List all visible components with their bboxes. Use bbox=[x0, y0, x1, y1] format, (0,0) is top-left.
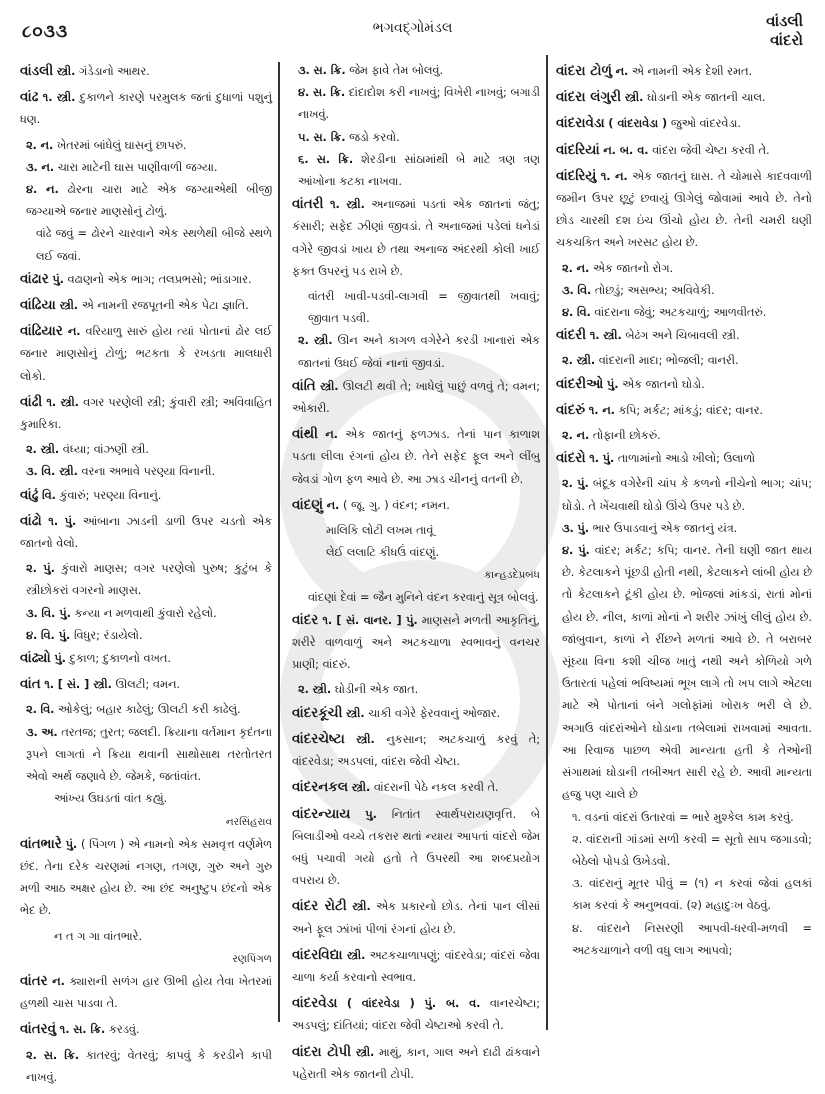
definition-text: જુઓ વાંદરવેડા. bbox=[670, 117, 742, 131]
headword: વાંદર bbox=[292, 611, 319, 628]
headword: વાંતર bbox=[20, 972, 48, 989]
part-of-speech: ( વાંદરાવેડા ) bbox=[608, 117, 668, 131]
sense-number: ૧. bbox=[322, 613, 333, 627]
dictionary-entry bbox=[292, 609, 540, 677]
definition-text: દાંદાદોશ કરી નાખવું; વિખેરી નાખવું; બગાડી નાખવું. bbox=[298, 86, 540, 122]
sense-item bbox=[20, 603, 272, 625]
part-of-speech: સ્ત્રી. bbox=[351, 781, 371, 795]
sense-number: ૬. bbox=[298, 152, 309, 166]
part-of-speech: પુ. bbox=[365, 807, 377, 821]
definition-text: ઘોડીની એક જાત. bbox=[334, 683, 419, 697]
definition-text: એક જાતનો રોગ. bbox=[592, 261, 674, 275]
sense-number: ૧. bbox=[589, 452, 600, 466]
dictionary-entry bbox=[20, 86, 272, 131]
definition-text: જેમ ફાવે તેમ બોલવું. bbox=[349, 64, 444, 77]
sense-number: ૨. bbox=[26, 703, 37, 717]
headword: વાંદરા લંગુરી bbox=[556, 89, 622, 106]
dictionary-entry bbox=[556, 447, 812, 470]
running-title: ભગવદ્ગોમંડલ bbox=[372, 20, 453, 36]
headword: વાંદરકૂંચી bbox=[292, 704, 343, 721]
headword: વાંદર રોટી bbox=[292, 898, 347, 915]
definition-text: ( જૂ. ગુ. ) વંદન; નમન. bbox=[342, 498, 450, 512]
guide-word-first: વાંડલી bbox=[766, 12, 803, 30]
part-of-speech: ન. bbox=[576, 261, 590, 275]
dictionary-entry bbox=[20, 833, 272, 923]
sense-number: ૧. bbox=[600, 169, 611, 183]
dictionary-entry bbox=[292, 1041, 540, 1086]
dictionary-entry bbox=[20, 60, 272, 83]
headword: વાંઢ્યો bbox=[20, 650, 51, 667]
headword: વાંદરું bbox=[556, 401, 586, 418]
dictionary-entry bbox=[20, 970, 272, 1015]
sense-number: ૨. bbox=[562, 477, 573, 491]
definition-text: શેરડીના સાંઠામાંથી બે માટે ત્રણ ત્રણ આંખોના કટકા નાખવા. bbox=[298, 152, 541, 189]
headword: વાંઢ bbox=[20, 89, 39, 106]
sense-number: ૪. bbox=[562, 306, 574, 320]
sense-item bbox=[292, 149, 540, 193]
headword: વાંદરવિદ્યા bbox=[292, 946, 343, 963]
definition-text: ચાકી વગેરે ફેરવવાનું ઓજાર. bbox=[368, 706, 501, 720]
headword: વાંતભારે bbox=[20, 835, 62, 852]
sense-number: ૧. bbox=[588, 403, 599, 417]
definition-text: બંદૂક વગેરેની ચાંપ કે કળનો નીચેનો ભાગ; ચાંપ; ઘોડો. તે ખેંચવાથી ઘોડો ઊંચે ઉપર પડે છે. bbox=[562, 477, 813, 513]
part-of-speech: સ્ત્રી. bbox=[356, 732, 375, 746]
dictionary-entry bbox=[20, 268, 272, 291]
dictionary-entry bbox=[20, 673, 272, 696]
sense-number: ૩. bbox=[298, 64, 310, 77]
dictionary-entry bbox=[20, 1018, 272, 1041]
headword: વાંદરો bbox=[556, 450, 586, 467]
sense-number: ૧. bbox=[46, 395, 57, 409]
definition-text: કુંવારું; પરણ્યા વિનાનું. bbox=[59, 488, 162, 502]
headword: વાંદરન્યાય bbox=[292, 805, 351, 822]
dictionary-entry bbox=[556, 165, 812, 255]
idiom-phrase: ૩. વાંદરાનું મૂતર પીવું = (૧) ન કરવાં જેવાં હલકાં કામ કરવાં કે અનુભવવાં. (૨) મહાદુઃખ વેઠવું. bbox=[572, 877, 812, 913]
idiom-phrase: વાંતરી ખાવી-પડવી-લાગવી = જીવાતથી ખવાવું; જીવાત પડવી. bbox=[308, 290, 540, 326]
definition-text: માથું, કાન, ગાલ અને દાઢી ઢાંકવાને પહેરાતી એક જાતની ટોપી. bbox=[292, 1045, 541, 1081]
part-of-speech: પું. bbox=[65, 837, 78, 851]
definition-text: તોફાની છોકરું. bbox=[592, 429, 661, 443]
sense-number: ૩. bbox=[26, 465, 38, 479]
idiom-phrase: ૧. વડનાં વાંદરાં ઉતારવાં = ભારે મુશ્કેલ કામ કરવું. bbox=[572, 810, 794, 824]
headword: વાંથી bbox=[292, 426, 318, 443]
dictionary-entry bbox=[20, 510, 272, 555]
sense-number: ૧. bbox=[44, 678, 55, 692]
sense-item bbox=[292, 82, 540, 126]
dictionary-entry bbox=[292, 803, 540, 893]
part-of-speech: સ્ત્રી. bbox=[56, 91, 76, 105]
headword: વાંત bbox=[20, 676, 41, 693]
sense-number: ૪. bbox=[26, 183, 38, 197]
sense-number: ૧. bbox=[48, 514, 59, 528]
part-of-speech: સ્ત્રી. bbox=[60, 395, 79, 409]
definition-text: જડો કરવો. bbox=[349, 130, 400, 144]
dictionary-entry bbox=[556, 112, 812, 135]
dictionary-entry bbox=[20, 484, 272, 507]
part-of-speech: સ. ક્રિ. bbox=[313, 130, 346, 144]
definition-text: કાતરવું; વેતરવું; કાપવું કે કરડીને કાપી નાખવું. bbox=[26, 1048, 272, 1084]
part-of-speech: વિ. સ્ત્રી. bbox=[41, 465, 78, 479]
dictionary-entry bbox=[556, 373, 812, 396]
definition-text: ચારા માટેની ઘાસ પાણીવાળી જગ્યા. bbox=[57, 160, 218, 174]
definition-text: વરના અભાવે પરણ્યા વિનાની. bbox=[81, 465, 216, 479]
part-of-speech: પું. bbox=[54, 652, 66, 666]
definition-text: વરિયાળુ સારું હોય ત્યાં પોતાનાં ઢોર લઈ જનાર માણસોનું ટોળું; ભટકતા કે રખડતા માલધારી લોકો. bbox=[20, 325, 272, 383]
dictionary-entry bbox=[556, 399, 812, 422]
part-of-speech: વિ. bbox=[577, 283, 592, 297]
page-header bbox=[0, 0, 825, 58]
part-of-speech: પું. bbox=[602, 452, 615, 466]
definition-text: દુકાળ; દુકાળનો વખત. bbox=[69, 652, 171, 666]
definition-text: કન્યા ન મળવાથી કુંવારો રહેલો. bbox=[74, 606, 217, 620]
headword: વાંદરીઓ bbox=[556, 375, 604, 392]
dictionary-entry bbox=[20, 294, 272, 317]
definition-text: ગંડેડાનો આથર. bbox=[79, 65, 150, 78]
sense-number: ૧. bbox=[42, 91, 53, 105]
verse-line: લેઈ લલાટિ કીધઉં વાંદણું. bbox=[326, 546, 440, 560]
definition-text: વગર પરણેલી સ્ત્રી; કુંવારી સ્ત્રી; અવિવાહિત કુમારિકા. bbox=[20, 395, 273, 432]
part-of-speech: વિ. પું. bbox=[41, 606, 71, 620]
definition-text: વઢાણનો એક ભાગ; તલપ્રભસો; ભાંડાગાર. bbox=[67, 272, 252, 286]
dictionary-entry bbox=[20, 320, 272, 388]
definition-text: વાંદરાની માદા; ભોજલી; વાનરી. bbox=[598, 354, 739, 368]
part-of-speech: [ સં. ] સ્ત્રી. bbox=[57, 678, 112, 692]
idiom-phrase: ૨. વાંદરાની ગાંડમાં સળી કરવી = સૂતો સાપ જગાડવો; બેઠેલો પોપડો ઉખેડવો. bbox=[572, 832, 812, 868]
definition-text: ઢોરના ચારા માટે એક જગ્યાએથી બીજી જગ્યાએ જનાર માણસોનું ટોળું. bbox=[26, 183, 272, 219]
dictionary-entry bbox=[292, 895, 540, 940]
headword: વાંદરિયું bbox=[556, 167, 597, 184]
sense-number: ૫. bbox=[298, 130, 310, 144]
dictionary-entry bbox=[20, 391, 272, 436]
quote-source: કાન્હડદેપ્રબંધ bbox=[484, 569, 540, 582]
dictionary-entry bbox=[556, 139, 812, 162]
sense-number: ૩. bbox=[562, 283, 574, 297]
headword: વાંઢિયા bbox=[20, 297, 56, 314]
citation-quote bbox=[20, 788, 272, 832]
part-of-speech: ન. bbox=[52, 974, 65, 988]
sense-item bbox=[20, 699, 272, 721]
quote-text: આંખ્ય ઉઘડતાં વાંત કહ્યું. bbox=[54, 792, 168, 806]
part-of-speech: ન. bbox=[615, 65, 629, 78]
sense-item bbox=[20, 722, 272, 789]
sense-item bbox=[292, 679, 540, 701]
sense-item bbox=[292, 60, 540, 82]
definition-text: આંબાના ઝાડની ડાળી ઉપર ચડતો એક જાતનો વેલો. bbox=[20, 514, 273, 551]
definition-text: એ નામની રજપૂતની એક પેટા જ્ઞાતિ. bbox=[81, 299, 249, 313]
sense-number: ૩. bbox=[26, 160, 38, 174]
column-divider bbox=[278, 62, 280, 1022]
verse-line: માલિકિ લોટી લખમ તાવૂં bbox=[326, 524, 434, 538]
definition-text: તાળામાંનો આડો ખીલો; ઉલાળો bbox=[617, 452, 756, 466]
sense-item bbox=[292, 330, 540, 374]
sense-item bbox=[556, 518, 812, 540]
dictionary-entry bbox=[292, 728, 540, 773]
idiom-phrase: વાંદણાં દેવાં = જૈન મુનિને વંદન કરવાનું સૂત્ર બોલવું. bbox=[308, 590, 539, 604]
part-of-speech: પું. bbox=[64, 514, 77, 528]
sense-number: ૨. bbox=[26, 138, 37, 152]
definition-text: ભાર ઉપાડવાનું એક જાતનું યંત્ર. bbox=[592, 521, 738, 535]
sense-item bbox=[556, 280, 812, 302]
definition-text: તરતજ; તુરત; જલદી. ક્રિયાના વર્તમાન કૃદંતના રૂપને લાગતાં ને ક્રિયા થવાની સાથોસાથ તરતોતરત એવો અર્થ જણાવે છે. જેમકે, જતાંવાંત. bbox=[26, 725, 272, 784]
definition-text: અટકચાળાપણું; વાંદરવેડા; વાંદરાં જેવા ચાળા કર્યા કરવાનો સ્વભાવ. bbox=[292, 948, 540, 984]
part-of-speech: સ. ક્રિ. bbox=[73, 1023, 106, 1037]
dictionary-entry bbox=[292, 702, 540, 725]
part-of-speech: સ. ક્રિ. bbox=[312, 86, 346, 100]
sense-item bbox=[556, 302, 812, 324]
definition-text: વાંદરા જેવી ચેષ્ટા કરવી તે. bbox=[652, 143, 770, 157]
sense-item bbox=[556, 540, 812, 806]
definition-text: ઊન અને કાગળ વગેરેને કરડી ખાનારાં એક જાતનાં ઉધઈ જેવાં નાનાં જીવડાં. bbox=[298, 334, 541, 370]
part-of-speech: સ. ક્રિ. bbox=[316, 152, 354, 166]
definition-text: એક જાતનું ઘાસ. તે ચોમાસે કાદવવાળી જમીન ઉપર છૂટું છવાયું ઊગેલું જોવામાં આવે છે. તેનો છોડ ચારથી દશ ઇંચ ઊંચો હોય છે. તેની ચમરી ઘણી ચકચકિત અને ખરસટ હોય છે. bbox=[556, 169, 812, 250]
sense-number: ૨. bbox=[26, 562, 37, 576]
sense-number: ૧. bbox=[59, 1023, 70, 1037]
headword: વાંતરવું bbox=[20, 1021, 57, 1038]
part-of-speech: ન. bbox=[46, 183, 59, 197]
dictionary-entry bbox=[292, 992, 540, 1037]
definition-text: નુકસાન; અટકચાળું કરવું તે; વાંદરવેડા; અડપલાં, વાંદરા જેવી ચેષ્ટા. bbox=[292, 732, 541, 769]
part-of-speech: અ. bbox=[41, 725, 58, 739]
definition-text: વાંદરાની પેઠે નકલ કરવી તે. bbox=[373, 781, 499, 795]
part-of-speech: ન. bbox=[41, 160, 55, 174]
sense-number: ૪. bbox=[298, 86, 310, 100]
guide-words bbox=[766, 12, 803, 50]
headword: વાંદરવેડા bbox=[292, 995, 338, 1012]
part-of-speech: ( વાંદરવેડા ) પું. બ. વ. bbox=[346, 997, 481, 1011]
part-of-speech: ન. bbox=[615, 169, 628, 183]
sense-number: ૩. bbox=[26, 725, 38, 739]
headword: વાંતરી bbox=[292, 196, 324, 213]
part-of-speech: સ્ત્રી. bbox=[624, 91, 644, 105]
dictionary-entry bbox=[292, 776, 540, 799]
headword: વાંદણું bbox=[292, 496, 324, 513]
definition-text: દુકાળને કારણે પરમુલક જતાં દુધાળાં પશુનું ધણ. bbox=[20, 91, 273, 127]
part-of-speech: [ સં. વાનર. ] પું. bbox=[336, 613, 418, 627]
part-of-speech: ન. bbox=[326, 498, 340, 512]
definition-text: તોછડું; અસભ્ય; અવિવેકી. bbox=[594, 283, 715, 297]
dictionary-entry bbox=[556, 86, 812, 109]
sense-item bbox=[20, 135, 272, 157]
quote-source: નરસિંહરાવ bbox=[225, 815, 272, 828]
sense-item bbox=[292, 127, 540, 149]
dictionary-entry bbox=[556, 60, 812, 83]
quote-source: રણપિંગળ bbox=[232, 952, 272, 965]
idiom-phrase: વાંઢે જવું = ઢોરને ચારવાને એક સ્થળેથી બીજે સ્થળે લઈ જવાં. bbox=[36, 227, 272, 263]
definition-text: બેઢંગ અને ચિબાવલી સ્ત્રી. bbox=[625, 329, 740, 343]
definition-text: વાંદરાના જેવું; અટકચાળું; આળવીતરું. bbox=[594, 306, 767, 320]
sense-item bbox=[556, 473, 812, 517]
part-of-speech: સ. ક્રિ. bbox=[43, 1048, 80, 1062]
citation-quote bbox=[20, 926, 272, 970]
column-3 bbox=[556, 60, 812, 962]
column-1 bbox=[20, 60, 272, 1089]
headword: વાંદરાવેડા bbox=[556, 115, 605, 132]
dictionary-entry bbox=[556, 324, 812, 347]
headword: વાંદરી bbox=[556, 327, 587, 344]
part-of-speech: સ્ત્રી. bbox=[352, 900, 371, 914]
sense-item bbox=[20, 1045, 272, 1089]
column-2 bbox=[292, 60, 540, 1089]
sense-item bbox=[556, 350, 812, 372]
sense-number: ૨. bbox=[562, 354, 573, 368]
part-of-speech: સ્ત્રી. bbox=[40, 443, 60, 457]
definition-text: અનાજમાં પડતાં એક જાતનાં જંતુ; કંસારી; સફેદ ઝીણાં જીવડાં. તે અનાજમાં પડેલાં ધનેડાં વગેરે જીવડાં ખાય છે તથા અનાજ અંદરથી કોલી ખાઈ ફક્ત ઉપરનું પડ રાખે છે. bbox=[292, 198, 540, 278]
definition-text: એક પ્રકારનો છોડ. તેનાં પાન લીસાં અને ફૂલ ઝાંખાં પીળાં રંગનાં હોય છે. bbox=[292, 900, 540, 936]
sense-item bbox=[556, 425, 812, 447]
sense-number: ૩. bbox=[562, 521, 574, 535]
idiom-phrase: ૪. વાંદરાને નિસરણી આપવી-ધરવી-મળવી = અટકચાળાને વળી વધુ લાગ આપવો; bbox=[572, 921, 812, 957]
part-of-speech: પું. bbox=[578, 544, 590, 558]
sense-number: ૪. bbox=[26, 628, 38, 642]
sense-item bbox=[20, 625, 272, 647]
sense-item bbox=[556, 258, 812, 280]
definition-text: કરડવું. bbox=[108, 1023, 140, 1037]
dictionary-entry bbox=[20, 647, 272, 670]
sense-item bbox=[20, 558, 272, 602]
definition-text: વાનરચેષ્ટા; અડપલું; દાંતિયાં; વાંદરા જેવી ચેષ્ટાઓ કરવી તે. bbox=[292, 997, 541, 1033]
definition-text: એક જાતનો ઘોડો. bbox=[622, 377, 705, 391]
part-of-speech: સ્ત્રી. bbox=[312, 683, 332, 697]
headword: વાંઢું bbox=[20, 486, 39, 503]
dictionary-entry bbox=[292, 423, 540, 491]
definition-text: એ નામની એક દેશી રમત. bbox=[631, 65, 753, 78]
sense-number: ૨. bbox=[562, 429, 573, 443]
part-of-speech: સ્ત્રી. bbox=[355, 1045, 375, 1059]
part-of-speech: પું. bbox=[43, 562, 55, 576]
part-of-speech: વિ. bbox=[42, 488, 56, 502]
sense-item bbox=[20, 439, 272, 461]
part-of-speech: ન. બ. વ. bbox=[603, 143, 649, 157]
sense-number: ૧. bbox=[329, 198, 340, 212]
headword: વાંદરા ટોળું bbox=[556, 63, 613, 79]
definition-text: વાંદર; મર્કટ; કપિ; વાનર. તેની ઘણી જાત થાય છે. કેટલાકને પૂંછડી હોતી નથી, કેટલાકને લાંબી હોય છે તો કેટલાકને ટૂંકી હોય છે. ભોજલાં માંકડાં, રાતાં મોનાં હોય છે. નીલ, કાળાં મોનાં ને શરીર ઝાંખું લીલું હોય છે. જાંબુવાન, કાળાં ને રીંછને મળતાં આવે છે. તે બરાબર સૂંઘ્યા વિના કશી ચીજ ખાતું નથી અને કોળિયો ગળે ઉતારતાં પહેલાં ભવિષ્યમાં ભૂખ લાગે તો ખપ લાગે એટલા માટે એ પોતાનાં બંને ગલોફાંમાં ખોરાક ભરી લે છે. અગાઉ વાંદરાંઓને ઘોડાના તબેલામાં રાખવામાં આવતા. આ રિવાજ પાછળ એવી માન્યતા હતી કે તેઓની સંગાથમાં ઘોડાની તબીઅત સારી રહે છે. આવી માન્યતા હજુ પણ ચાલે છે bbox=[562, 544, 813, 802]
definition-text: વિધુર; રંડાયેલો. bbox=[73, 628, 143, 642]
headword: વાંડલી bbox=[20, 63, 54, 79]
sense-number: ૧. bbox=[589, 329, 600, 343]
part-of-speech: સ્ત્રી. bbox=[56, 65, 76, 78]
headword: વાંઢી bbox=[20, 393, 43, 410]
guide-word-last: વાંદરો bbox=[770, 31, 803, 49]
part-of-speech: સ્ત્રી. bbox=[576, 354, 596, 368]
definition-text: નિતાંત સ્વાર્થપરાયણવૃત્તિ. બે બિલાડીઓ વચ્ચે તકરાર થતાં ન્યાય આપતાં વાંદરો જેમ બધું પચાવી ગયો હતો તે ઉપરથી આ શબ્દપ્રયોગ વપરાય છે. bbox=[292, 807, 541, 888]
headword: વાંદરચેષ્ટા bbox=[292, 730, 345, 747]
part-of-speech: સ્ત્રી. bbox=[313, 334, 333, 348]
definition-text: ખેતરમાં બાંધેલું ઘાસનું છાપરું. bbox=[56, 138, 187, 152]
headword: વાંદરનકલ bbox=[292, 779, 349, 796]
definition-text: ( પિંગળ ) એ નામનો એક સમવૃત્ત વર્ણમેળ છંદ. તેના દરેક ચરણમાં નગણ, તગણ, ગુરુ અને ગુરુ મળી આઠ અક્ષર હોય છે. આ છંદ અનુષ્ટુપ છંદનો એક ભેદ છે. bbox=[20, 837, 272, 918]
headword: વાંદરિયાં bbox=[556, 141, 600, 158]
definition-text: માણસને મળતી આકૃતિનું, શરીરે વાળવાળું અને અટકચાળા સ્વભાવનું વનચર પ્રાણી; વાંદરું. bbox=[292, 613, 541, 672]
part-of-speech: ન. bbox=[67, 325, 81, 339]
part-of-speech: સ્ત્રી. bbox=[346, 948, 366, 962]
sense-item bbox=[20, 179, 272, 223]
headword: વાંઢો bbox=[20, 512, 42, 529]
column-divider bbox=[546, 55, 548, 1030]
sense-number: ૪. bbox=[562, 544, 574, 558]
part-of-speech: વિ. bbox=[576, 306, 591, 320]
definition-text: કપિ; મર્કટ; માંકડું; વાંદર; વાનર. bbox=[618, 403, 764, 417]
dictionary-entry bbox=[292, 944, 540, 989]
definition-text: એક જાતનું ફળઝાડ. તેનાં પાન કાળાશ પડતા લીલા રંગનાં હોય છે. તેને સફેદ ફૂલ અને લીંબુ જેવડાં ગોળ ફળ આવે છે. આ ઝાડ ચીનનું વતની છે. bbox=[292, 428, 540, 486]
part-of-speech: સ્ત્રી. bbox=[319, 379, 339, 393]
quote-text: ન ત ગ ગા વાંતભારે. bbox=[54, 929, 143, 943]
headword: વાંતિ bbox=[292, 377, 316, 394]
definition-text: વંધ્યા; વાંઝણી સ્ત્રી. bbox=[62, 443, 149, 457]
part-of-speech: ન. bbox=[325, 428, 338, 442]
part-of-speech: પું. bbox=[577, 521, 590, 535]
definition-text: ઊલટી; વમન. bbox=[115, 678, 180, 692]
part-of-speech: પું. bbox=[52, 272, 64, 286]
sense-number: ૩. bbox=[26, 606, 38, 620]
headword: વાંઢિયાર bbox=[20, 323, 63, 340]
dictionary-entry bbox=[292, 375, 540, 420]
part-of-speech: ન. bbox=[40, 138, 54, 152]
definition-text: ઓકેલું; બહાર કાઢેલું; ઊલટી કરી કાઢેલું. bbox=[58, 703, 241, 717]
dictionary-entry bbox=[292, 494, 540, 517]
part-of-speech: સ. ક્રિ. bbox=[313, 64, 346, 77]
sense-number: ૨. bbox=[298, 334, 309, 348]
sense-item bbox=[20, 157, 272, 179]
sense-number: ૨. bbox=[26, 443, 37, 457]
sense-number: ૨. bbox=[562, 261, 573, 275]
sense-number: ૨. bbox=[298, 683, 309, 697]
headword: વાંઢાર bbox=[20, 270, 49, 287]
page-number: ૮૦૩૩ bbox=[22, 22, 69, 42]
sense-number: ૨. bbox=[26, 1048, 37, 1062]
part-of-speech: વિ. bbox=[40, 703, 55, 717]
part-of-speech: સ્ત્રી. bbox=[59, 299, 79, 313]
part-of-speech: વિ. પું. bbox=[40, 628, 71, 642]
part-of-speech: ન. bbox=[602, 403, 615, 417]
part-of-speech: સ્ત્રી. bbox=[603, 329, 622, 343]
sense-item bbox=[20, 461, 272, 483]
headword: વાંદરા ટોપી bbox=[292, 1043, 352, 1060]
definition-text: ઘોડાની એક જાતની ચાલ. bbox=[647, 91, 766, 105]
part-of-speech: સ્ત્રી. bbox=[346, 706, 365, 720]
citation-verse bbox=[292, 520, 540, 587]
definition-text: ઊલટી થવી તે; ખાધેલું પાછું વળવું તે; વમન; ઓકારી. bbox=[292, 379, 541, 416]
part-of-speech: ન. bbox=[576, 429, 590, 443]
definition-text: ક્યારાની સળંગ હાર ઊભી હોય તેવા ખેતરમાં હળથી ચાસ પાડવા તે. bbox=[20, 974, 273, 1011]
part-of-speech: સ્ત્રી. bbox=[346, 198, 365, 212]
part-of-speech: પું. bbox=[606, 377, 619, 391]
dictionary-entry bbox=[292, 193, 540, 283]
part-of-speech: પું. bbox=[577, 477, 589, 491]
definition-text: કુંવારો માણસ; વગર પરણેલો પુરુષ; કુટુંબ કે સ્ત્રીછોકરાં વગરનો માણસ. bbox=[26, 562, 273, 598]
